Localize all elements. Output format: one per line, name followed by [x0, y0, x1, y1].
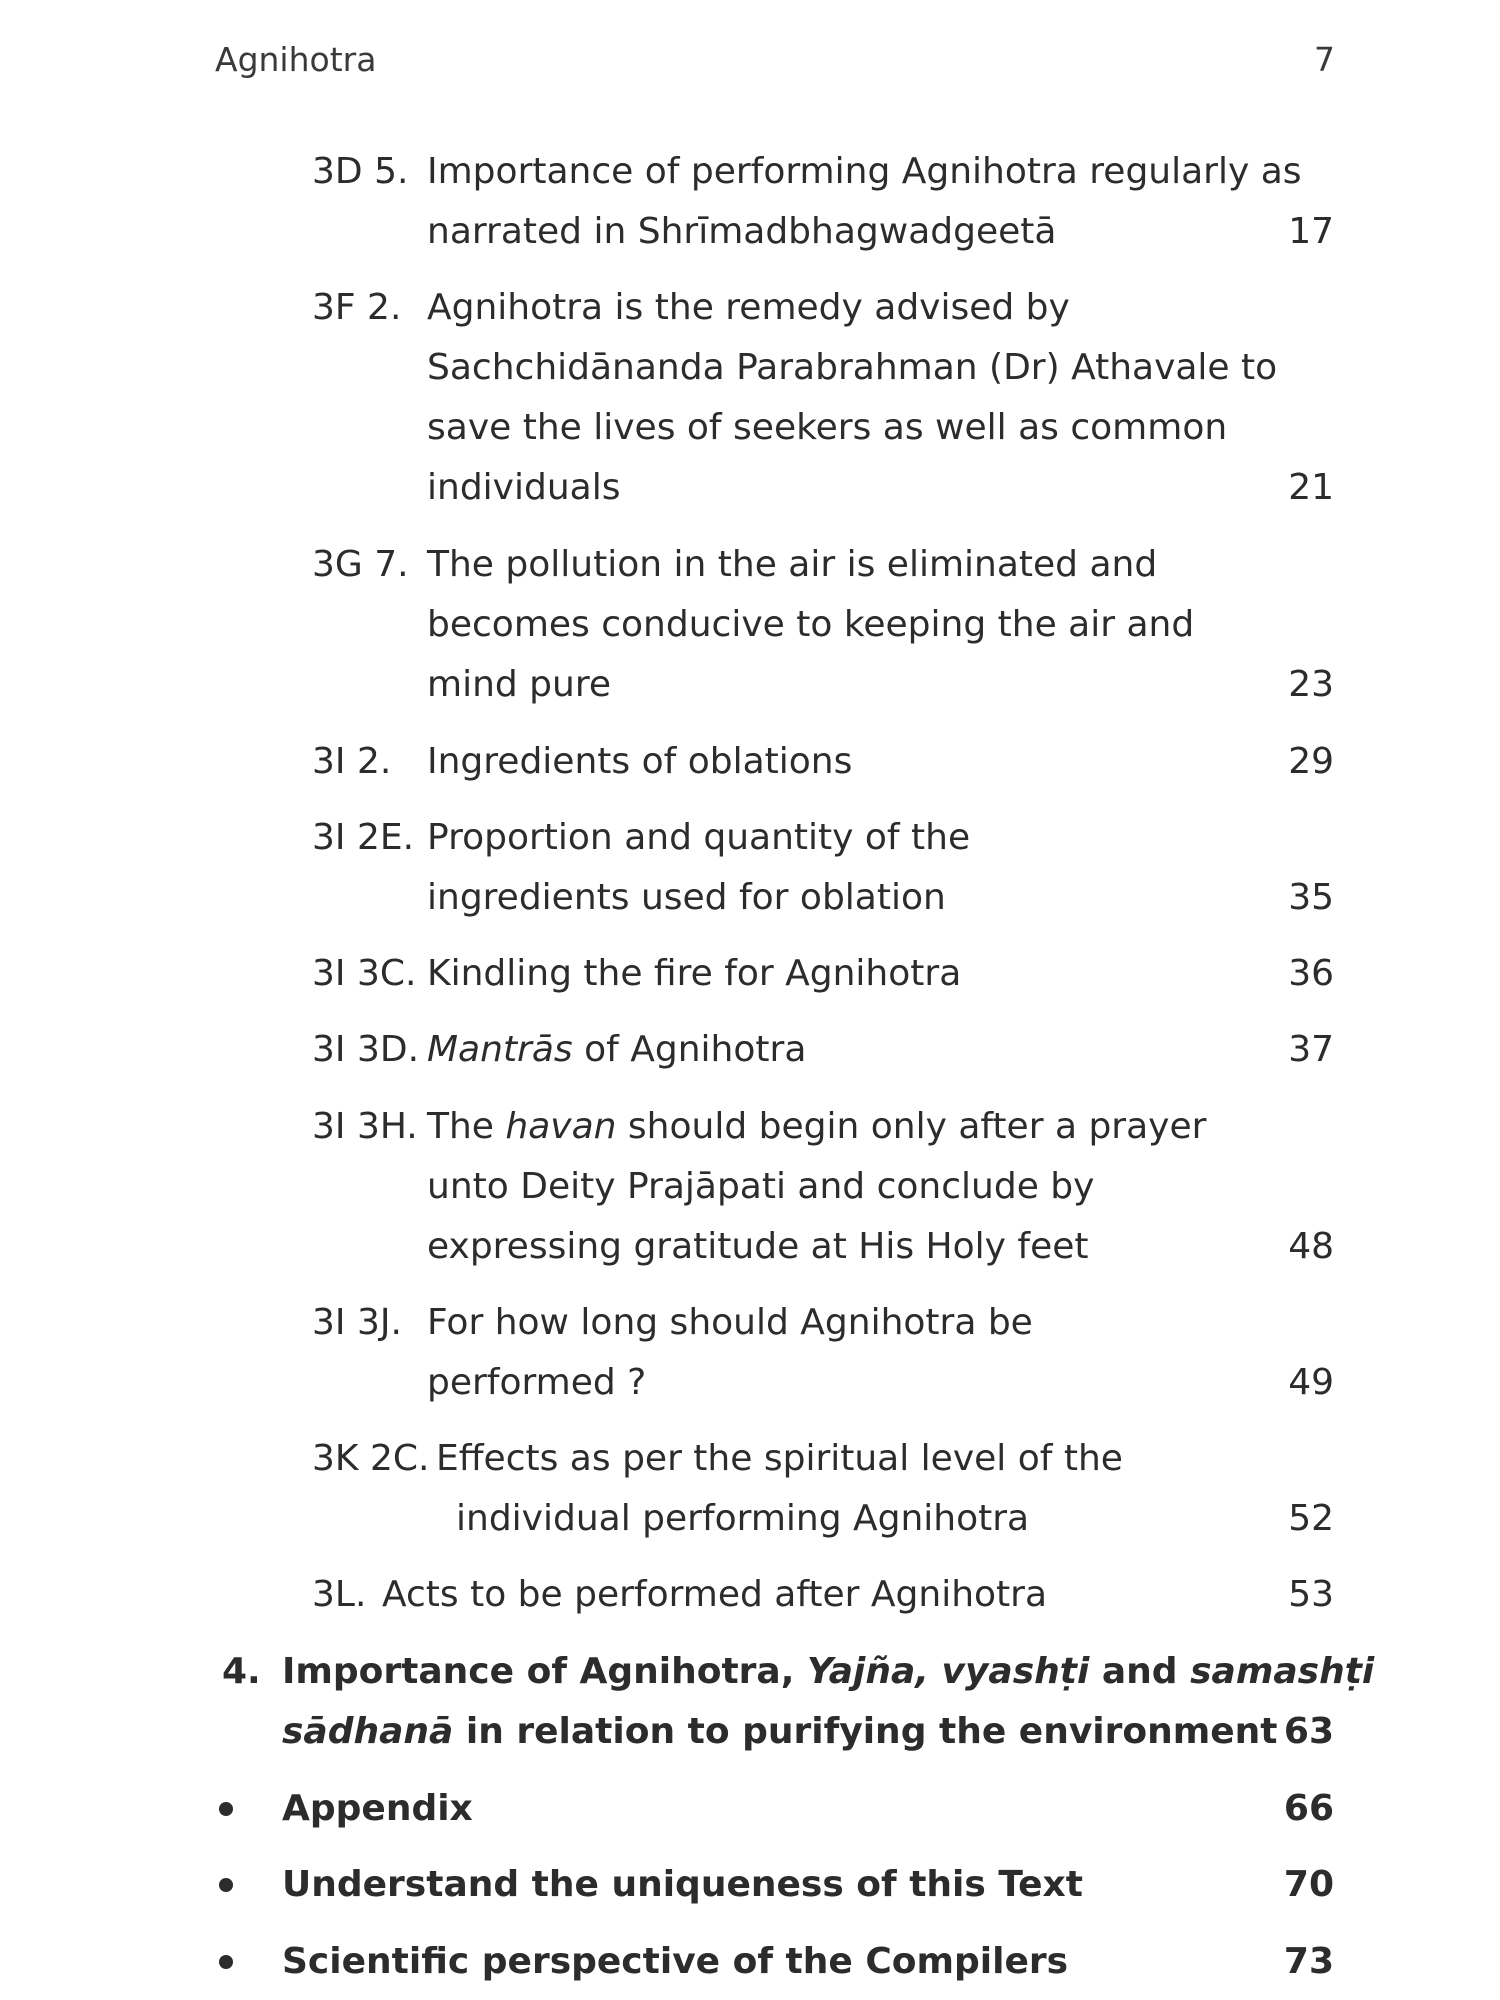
toc-entry-page: 29	[1288, 741, 1334, 782]
toc-entry	[312, 142, 1334, 262]
toc-entry-page: 21	[1288, 467, 1334, 508]
toc-bullet-label: Understand the uniqueness of this Text	[282, 1864, 1083, 1905]
toc-entry-line: Agnihotra is the remedy advised by	[427, 287, 1070, 328]
toc-entry-line-pre: The	[427, 1106, 506, 1147]
bullet-icon	[219, 1955, 233, 1969]
toc-chapter-line-c: and	[1089, 1651, 1191, 1692]
toc-entry	[312, 535, 1334, 715]
toc-entry-line: becomes conducive to keeping the air and	[427, 604, 1195, 645]
toc-entry-line: ingredients used for oblation	[427, 877, 946, 918]
toc-chapter-number: 4.	[222, 1651, 261, 1692]
toc-chapter-line-a: Importance of Agnihotra,	[282, 1651, 807, 1692]
toc-entry-number: 3K 2C.	[312, 1438, 430, 1479]
toc-entry-line: Importance of performing Agnihotra regularly as	[427, 151, 1302, 192]
toc-entry-line: Ingredients of oblations	[427, 741, 853, 782]
toc-entry-italic-term: havan	[505, 1106, 617, 1147]
toc-bullet-entry	[215, 1932, 1334, 1992]
toc-chapter-line	[282, 1702, 1374, 1762]
toc-entry-line: narrated in Shrīmadbhagwadgeetā	[427, 211, 1057, 252]
toc-entry-italic-term: Mantrās	[427, 1029, 573, 1070]
toc-entry-line: Acts to be performed after Agnihotra	[382, 1574, 1048, 1615]
toc-entry	[312, 732, 1334, 792]
toc-entry-line: individual performing Agnihotra	[456, 1498, 1030, 1539]
toc-entry	[312, 1293, 1334, 1413]
toc-entry-page: 49	[1288, 1362, 1334, 1403]
toc-bullet-page: 70	[1283, 1864, 1334, 1905]
toc-chapter-line-b: in relation to purifying the environment	[453, 1711, 1278, 1752]
toc-entry-number: 3I 3H.	[312, 1106, 418, 1147]
toc-entry-number: 3I 2.	[312, 741, 392, 782]
toc-bullet-label: Appendix	[282, 1788, 473, 1829]
toc-entry	[312, 808, 1334, 928]
toc-bullet-page: 66	[1283, 1788, 1334, 1829]
bullet-icon	[219, 1878, 233, 1892]
toc-entry-line-post: should begin only after a prayer	[616, 1106, 1207, 1147]
toc-bullet-entry	[215, 1779, 1334, 1839]
toc-entry-number: 3G 7.	[312, 544, 409, 585]
toc-chapter-italic-term: samashṭi	[1190, 1651, 1375, 1692]
toc-entry-page: 52	[1288, 1498, 1334, 1539]
toc-entry-line: expressing gratitude at His Holy feet	[427, 1226, 1089, 1267]
toc-bullet-entry	[215, 1855, 1334, 1915]
toc-entry-number: 3I 3J.	[312, 1302, 402, 1343]
toc-entry-line: Sachchidānanda Parabrahman (Dr) Athavale to	[427, 347, 1278, 388]
toc-entry	[312, 1429, 1334, 1549]
toc-entry-line: save the lives of seekers as well as common	[427, 407, 1228, 448]
toc-entry	[312, 1020, 1334, 1080]
toc-entry-number: 3I 3C.	[312, 953, 417, 994]
toc-entry-page: 35	[1288, 877, 1334, 918]
toc-entry-line	[427, 1020, 806, 1080]
toc-entry-page: 23	[1288, 664, 1334, 705]
toc-entry-line: individuals	[427, 467, 621, 508]
toc-chapter-page: 63	[1283, 1711, 1334, 1752]
toc-entry-line: Effects as per the spiritual level of the	[436, 1438, 1123, 1479]
toc-entry-number: 3I 2E.	[312, 817, 415, 858]
running-header-page-number: 7	[1314, 40, 1335, 79]
toc-entry-page: 48	[1288, 1226, 1334, 1267]
toc-entry	[312, 944, 1334, 1004]
toc-chapter-italic-term: sādhanā	[282, 1711, 454, 1752]
toc-entry-line: The pollution in the air is eliminated and	[427, 544, 1158, 585]
toc-entry-page: 37	[1288, 1029, 1334, 1070]
toc-entry-line: performed ?	[427, 1362, 647, 1403]
toc-entry	[312, 1565, 1334, 1625]
toc-entry	[312, 278, 1334, 518]
toc-chapter-italic-term: Yajña, vyashṭi	[806, 1651, 1090, 1692]
toc-chapter-entry	[222, 1642, 1375, 1762]
toc-entry-number: 3I 3D.	[312, 1029, 420, 1070]
toc-entry-page: 53	[1288, 1574, 1334, 1615]
toc-entry-line: Kindling the fire for Agnihotra	[427, 953, 962, 994]
toc-entry-line: mind pure	[427, 664, 612, 705]
toc-entry-line: For how long should Agnihotra be	[427, 1302, 1033, 1343]
toc-bullet-page: 73	[1283, 1941, 1334, 1982]
toc-entry-number: 3D 5.	[312, 151, 409, 192]
toc-entry-line: unto Deity Prajāpati and conclude by	[427, 1166, 1095, 1207]
toc-entry-line-rest: of Agnihotra	[572, 1029, 807, 1070]
running-header-title: Agnihotra	[215, 40, 377, 79]
toc-entry-line: Proportion and quantity of the	[427, 817, 971, 858]
toc-entry-page: 17	[1288, 211, 1334, 252]
toc-entry-line	[427, 1097, 1206, 1157]
toc-entry	[312, 1097, 1334, 1277]
toc-entry-number: 3L.	[312, 1574, 367, 1615]
toc-bullet-label: Scientific perspective of the Compilers	[282, 1941, 1069, 1982]
bullet-icon	[219, 1802, 233, 1816]
toc-entry-number: 3F 2.	[312, 287, 402, 328]
toc-entry-page: 36	[1288, 953, 1334, 994]
toc-chapter-line	[282, 1642, 1374, 1702]
